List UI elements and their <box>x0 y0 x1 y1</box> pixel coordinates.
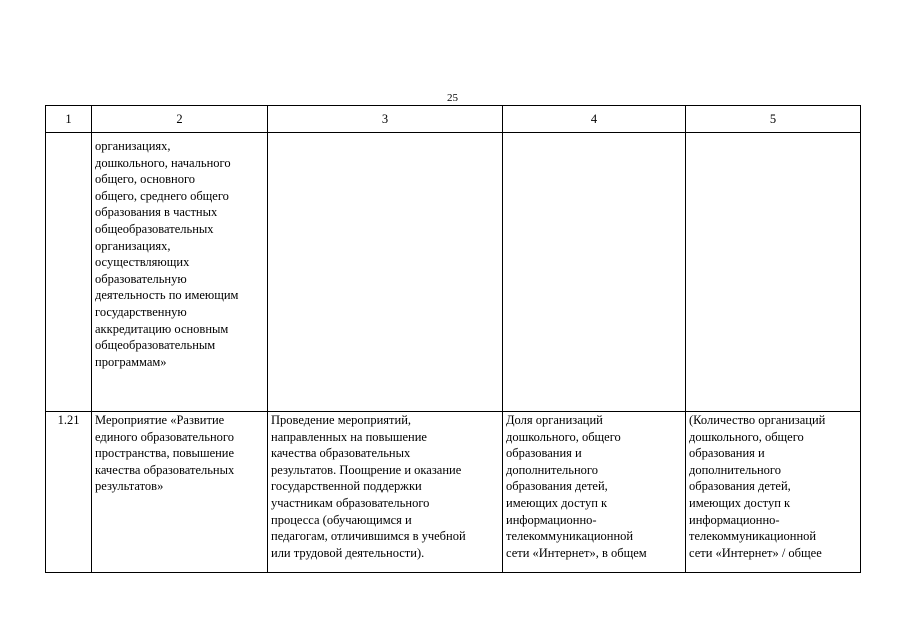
header-col-5: 5 <box>686 106 861 133</box>
activity-name-cell: организациях, дошкольного, начального общего, основного общего, среднего общего образования в частных общеобразовательных организациях, осуществляющих образовательную деятельность по имеющим государственную аккредитацию основным общеобразовательным программам» <box>92 133 268 412</box>
indicator-name-cell <box>503 133 686 412</box>
activity-description-cell <box>268 133 503 412</box>
row-number-cell <box>46 133 92 412</box>
row-number-cell: 1.21 <box>46 412 92 573</box>
document-table <box>45 105 861 573</box>
activity-description-cell: Проведение мероприятий, направленных на повышение качества образовательных результатов. Поощрение и оказание государственной поддержки участникам образовательного процесса (обучающимся и педагогам, отличившимся в учебной или трудовой деятельности). <box>268 412 503 573</box>
table-header-row <box>46 106 861 133</box>
header-col-1: 1 <box>46 106 92 133</box>
header-col-2: 2 <box>92 106 268 133</box>
indicator-formula-cell: (Количество организаций дошкольного, общего образования и дополнительного образования детей, имеющих доступ к информационно- телекоммуникационной сети «Интернет» / общее <box>686 412 861 573</box>
header-col-4: 4 <box>503 106 686 133</box>
page-number: 25 <box>447 92 458 104</box>
indicator-formula-cell <box>686 133 861 412</box>
indicator-name-cell: Доля организаций дошкольного, общего образования и дополнительного образования детей, имеющих доступ к информационно- телекоммуникационной сети «Интернет», в общем <box>503 412 686 573</box>
table-row <box>46 412 861 573</box>
header-col-3: 3 <box>268 106 503 133</box>
table-row <box>46 133 861 412</box>
activity-name-cell: Мероприятие «Развитие единого образовательного пространства, повышение качества образовательных результатов» <box>92 412 268 573</box>
